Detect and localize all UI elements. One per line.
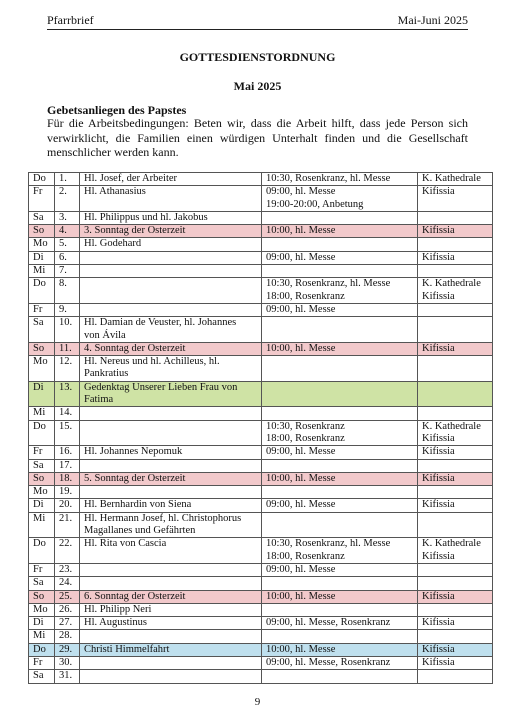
schedule-body bbox=[29, 173, 493, 684]
service-line: 10:00, hl. Messe bbox=[266, 472, 336, 484]
date-cell: 29. bbox=[55, 643, 80, 656]
location-cell bbox=[418, 656, 493, 669]
celebration-cell bbox=[80, 186, 262, 212]
location-line: Kifissia bbox=[422, 446, 455, 458]
date-cell: 9. bbox=[55, 303, 80, 316]
service-line: 09:00, hl. Messe bbox=[266, 446, 336, 458]
service-cell bbox=[262, 670, 418, 683]
date-cell: 3. bbox=[55, 211, 80, 224]
date-cell: 5. bbox=[55, 238, 80, 251]
service-cell bbox=[262, 472, 418, 485]
celebration-line: Hl. Josef, der Arbeiter bbox=[84, 173, 178, 184]
day-cell: Mo bbox=[29, 356, 55, 382]
celebration-line: Fatima bbox=[84, 394, 114, 406]
celebration-cell bbox=[80, 303, 262, 316]
location-cell bbox=[418, 303, 493, 316]
location-line: Kifissia bbox=[422, 432, 455, 444]
celebration-cell bbox=[80, 446, 262, 459]
month-heading: Mai 2025 bbox=[233, 79, 282, 93]
schedule-row bbox=[29, 381, 493, 407]
service-line: 09:00, hl. Messe bbox=[266, 499, 336, 511]
schedule-row bbox=[29, 173, 493, 186]
celebration-cell bbox=[80, 670, 262, 683]
day-cell: So bbox=[29, 472, 55, 485]
service-line: 09:00, hl. Messe bbox=[266, 186, 336, 198]
service-line: 19:00-20:00, Anbetung bbox=[266, 198, 364, 210]
celebration-cell bbox=[80, 278, 262, 304]
location-cell bbox=[418, 670, 493, 683]
header-issue-date: Mai-Juni 2025 bbox=[397, 13, 468, 27]
celebration-cell bbox=[80, 617, 262, 630]
date-cell: 4. bbox=[55, 225, 80, 238]
location-line: Kifissia bbox=[422, 290, 455, 302]
day-cell: Mo bbox=[29, 603, 55, 616]
date-cell: 13. bbox=[55, 381, 80, 407]
service-line: 09:00, hl. Messe bbox=[266, 251, 336, 263]
celebration-cell bbox=[80, 225, 262, 238]
celebration-line: Hl. Augustinus bbox=[84, 617, 148, 629]
location-cell bbox=[418, 472, 493, 485]
location-cell bbox=[418, 342, 493, 355]
schedule-table bbox=[28, 172, 493, 684]
location-cell bbox=[418, 643, 493, 656]
location-line: Kifissia bbox=[422, 617, 455, 629]
day-cell: Mi bbox=[29, 630, 55, 643]
date-cell: 30. bbox=[55, 656, 80, 669]
location-cell bbox=[418, 563, 493, 576]
day-cell: Fr bbox=[29, 656, 55, 669]
schedule-row bbox=[29, 590, 493, 603]
date-cell: 31. bbox=[55, 670, 80, 683]
schedule-row bbox=[29, 356, 493, 382]
location-cell bbox=[418, 446, 493, 459]
service-cell bbox=[262, 211, 418, 224]
date-cell: 15. bbox=[55, 420, 80, 446]
date-cell: 22. bbox=[55, 538, 80, 564]
celebration-cell bbox=[80, 590, 262, 603]
location-cell bbox=[418, 251, 493, 264]
date-cell: 12. bbox=[55, 356, 80, 382]
day-cell: So bbox=[29, 342, 55, 355]
day-cell: Fr bbox=[29, 186, 55, 212]
location-line: Kifissia bbox=[422, 643, 455, 655]
service-line: 10:30, Rosenkranz bbox=[266, 420, 345, 432]
day-cell: Do bbox=[29, 278, 55, 304]
location-line: K. Kathedrale bbox=[422, 173, 481, 184]
day-cell: Fr bbox=[29, 446, 55, 459]
day-cell: Do bbox=[29, 420, 55, 446]
day-cell: Fr bbox=[29, 563, 55, 576]
service-line: 09:00, hl. Messe, Rosenkranz bbox=[266, 617, 391, 629]
schedule-row bbox=[29, 577, 493, 590]
schedule-row bbox=[29, 656, 493, 669]
day-cell: Mo bbox=[29, 486, 55, 499]
location-cell bbox=[418, 407, 493, 420]
day-cell: Do bbox=[29, 538, 55, 564]
date-cell: 28. bbox=[55, 630, 80, 643]
day-cell: Do bbox=[29, 173, 55, 186]
schedule-row bbox=[29, 459, 493, 472]
celebration-cell bbox=[80, 472, 262, 485]
location-cell bbox=[418, 225, 493, 238]
date-cell: 26. bbox=[55, 603, 80, 616]
location-cell bbox=[418, 173, 493, 186]
day-cell: Mo bbox=[29, 238, 55, 251]
date-cell: 25. bbox=[55, 590, 80, 603]
service-cell bbox=[262, 317, 418, 343]
prayer-intention-title: Gebetsanliegen des Papstes bbox=[47, 103, 187, 117]
celebration-cell bbox=[80, 407, 262, 420]
day-cell: Sa bbox=[29, 459, 55, 472]
service-cell bbox=[262, 407, 418, 420]
location-cell bbox=[418, 603, 493, 616]
day-cell: Di bbox=[29, 617, 55, 630]
date-cell: 8. bbox=[55, 278, 80, 304]
service-line: 10:00, hl. Messe bbox=[266, 643, 336, 655]
celebration-line: 6. Sonntag der Osterzeit bbox=[84, 590, 186, 602]
celebration-cell bbox=[80, 342, 262, 355]
service-line: 18:00, Rosenkranz bbox=[266, 550, 345, 562]
day-cell: Sa bbox=[29, 577, 55, 590]
service-cell bbox=[262, 499, 418, 512]
day-cell: Sa bbox=[29, 670, 55, 683]
schedule-row bbox=[29, 278, 493, 304]
service-cell bbox=[262, 420, 418, 446]
location-cell bbox=[418, 499, 493, 512]
date-cell: 2. bbox=[55, 186, 80, 212]
location-line: Kifissia bbox=[422, 656, 455, 668]
service-cell bbox=[262, 251, 418, 264]
date-cell: 27. bbox=[55, 617, 80, 630]
celebration-line: Christi Himmelfahrt bbox=[84, 643, 170, 655]
celebration-line: Hl. Rita von Cascia bbox=[84, 538, 167, 550]
location-cell bbox=[418, 238, 493, 251]
service-cell bbox=[262, 238, 418, 251]
celebration-line: Hl. Philippus und hl. Jakobus bbox=[84, 211, 208, 223]
celebration-cell bbox=[80, 173, 262, 186]
prayer-intention-text: Für die Arbeitsbedingungen: Beten wir, dass die Arbeit hilft, dass jede Person sich verwirklicht, die Familien einen würdigen Unterhalt finden und die Gesellschaft menschlicher werden kann. bbox=[47, 116, 468, 159]
celebration-cell bbox=[80, 499, 262, 512]
day-cell: Mi bbox=[29, 512, 55, 538]
service-cell bbox=[262, 225, 418, 238]
location-line: K. Kathedrale bbox=[422, 420, 481, 432]
location-line: Kifissia bbox=[422, 590, 455, 602]
day-cell: Sa bbox=[29, 317, 55, 343]
service-cell bbox=[262, 446, 418, 459]
service-cell bbox=[262, 173, 418, 186]
celebration-line: Pankratius bbox=[84, 368, 129, 380]
schedule-row bbox=[29, 303, 493, 316]
celebration-cell bbox=[80, 643, 262, 656]
day-cell: Di bbox=[29, 381, 55, 407]
service-line: 10:00, hl. Messe bbox=[266, 590, 336, 602]
document-title: GOTTESDIENSTORDNUNG bbox=[179, 50, 336, 64]
schedule-row bbox=[29, 211, 493, 224]
schedule-row bbox=[29, 317, 493, 343]
date-cell: 1. bbox=[55, 173, 80, 186]
celebration-line: Gedenktag Unserer Lieben Frau von bbox=[84, 381, 238, 393]
location-cell bbox=[418, 265, 493, 278]
location-line: Kifissia bbox=[422, 499, 455, 511]
celebration-line: Hl. Johannes Nepomuk bbox=[84, 446, 183, 458]
schedule-row bbox=[29, 617, 493, 630]
location-cell bbox=[418, 486, 493, 499]
celebration-cell bbox=[80, 512, 262, 538]
schedule-row bbox=[29, 563, 493, 576]
schedule-row bbox=[29, 603, 493, 616]
location-cell bbox=[418, 590, 493, 603]
schedule-row bbox=[29, 251, 493, 264]
date-cell: 7. bbox=[55, 265, 80, 278]
celebration-line: Hl. Hermann Josef, hl. Christophorus bbox=[84, 512, 242, 524]
celebration-cell bbox=[80, 317, 262, 343]
service-cell bbox=[262, 459, 418, 472]
celebration-line: Hl. Philipp Neri bbox=[84, 603, 152, 615]
celebration-cell bbox=[80, 356, 262, 382]
date-cell: 11. bbox=[55, 342, 80, 355]
location-cell bbox=[418, 512, 493, 538]
date-cell: 17. bbox=[55, 459, 80, 472]
location-line: Kifissia bbox=[422, 550, 455, 562]
service-line: 10:30, Rosenkranz, hl. Messe bbox=[266, 538, 391, 550]
page-number: 9 bbox=[254, 696, 261, 708]
celebration-line: Hl. Bernhardin von Siena bbox=[84, 499, 192, 511]
date-cell: 18. bbox=[55, 472, 80, 485]
location-line: Kifissia bbox=[422, 472, 455, 484]
celebration-line: Hl. Nereus und hl. Achilleus, hl. bbox=[84, 356, 220, 368]
celebration-cell bbox=[80, 563, 262, 576]
schedule-row bbox=[29, 238, 493, 251]
celebration-line: Hl. Athanasius bbox=[84, 186, 146, 198]
schedule-row bbox=[29, 265, 493, 278]
celebration-cell bbox=[80, 251, 262, 264]
date-cell: 19. bbox=[55, 486, 80, 499]
schedule-row bbox=[29, 512, 493, 538]
date-cell: 24. bbox=[55, 577, 80, 590]
celebration-cell bbox=[80, 459, 262, 472]
service-cell bbox=[262, 512, 418, 538]
service-cell bbox=[262, 643, 418, 656]
service-cell bbox=[262, 278, 418, 304]
day-cell: Di bbox=[29, 251, 55, 264]
schedule-row bbox=[29, 643, 493, 656]
service-line: 09:00, hl. Messe, Rosenkranz bbox=[266, 656, 391, 668]
celebration-cell bbox=[80, 381, 262, 407]
service-line: 10:30, Rosenkranz, hl. Messe bbox=[266, 173, 391, 184]
date-cell: 6. bbox=[55, 251, 80, 264]
day-cell: Do bbox=[29, 643, 55, 656]
location-cell bbox=[418, 381, 493, 407]
celebration-line: von Ávila bbox=[84, 329, 126, 341]
service-cell bbox=[262, 303, 418, 316]
day-cell: So bbox=[29, 225, 55, 238]
service-cell bbox=[262, 486, 418, 499]
celebration-cell bbox=[80, 486, 262, 499]
schedule-row bbox=[29, 499, 493, 512]
location-cell bbox=[418, 630, 493, 643]
location-line: Kifissia bbox=[422, 186, 455, 198]
schedule-row bbox=[29, 186, 493, 212]
date-cell: 14. bbox=[55, 407, 80, 420]
location-line: Kifissia bbox=[422, 225, 455, 237]
service-line: 10:30, Rosenkranz, hl. Messe bbox=[266, 278, 391, 290]
location-line: K. Kathedrale bbox=[422, 278, 481, 290]
day-cell: Fr bbox=[29, 303, 55, 316]
location-cell bbox=[418, 420, 493, 446]
schedule-row bbox=[29, 342, 493, 355]
service-line: 18:00, Rosenkranz bbox=[266, 290, 345, 302]
schedule-row bbox=[29, 407, 493, 420]
schedule-row bbox=[29, 670, 493, 683]
schedule-row bbox=[29, 420, 493, 446]
schedule-row bbox=[29, 538, 493, 564]
schedule-row bbox=[29, 225, 493, 238]
celebration-cell bbox=[80, 238, 262, 251]
celebration-line: Hl. Godehard bbox=[84, 238, 142, 250]
service-cell bbox=[262, 563, 418, 576]
celebration-cell bbox=[80, 420, 262, 446]
location-cell bbox=[418, 577, 493, 590]
date-cell: 16. bbox=[55, 446, 80, 459]
day-cell: Mi bbox=[29, 407, 55, 420]
celebration-line: 5. Sonntag der Osterzeit bbox=[84, 472, 186, 484]
service-line: 18:00, Rosenkranz bbox=[266, 432, 345, 444]
service-cell bbox=[262, 603, 418, 616]
service-line: 09:00, hl. Messe bbox=[266, 303, 336, 315]
location-cell bbox=[418, 278, 493, 304]
header-publication: Pfarrbrief bbox=[47, 13, 94, 27]
day-cell: Di bbox=[29, 499, 55, 512]
service-line: 09:00, hl. Messe bbox=[266, 563, 336, 575]
service-cell bbox=[262, 656, 418, 669]
page-header bbox=[47, 13, 468, 30]
celebration-cell bbox=[80, 656, 262, 669]
celebration-cell bbox=[80, 538, 262, 564]
service-cell bbox=[262, 356, 418, 382]
service-cell bbox=[262, 617, 418, 630]
location-cell bbox=[418, 186, 493, 212]
location-cell bbox=[418, 538, 493, 564]
day-cell: Sa bbox=[29, 211, 55, 224]
date-cell: 23. bbox=[55, 563, 80, 576]
service-cell bbox=[262, 186, 418, 212]
location-cell bbox=[418, 356, 493, 382]
schedule-row bbox=[29, 486, 493, 499]
celebration-cell bbox=[80, 265, 262, 278]
service-line: 10:00, hl. Messe bbox=[266, 342, 336, 354]
service-cell bbox=[262, 265, 418, 278]
schedule-row bbox=[29, 472, 493, 485]
day-cell: Mi bbox=[29, 265, 55, 278]
service-line: 10:00, hl. Messe bbox=[266, 225, 336, 237]
service-cell bbox=[262, 590, 418, 603]
service-cell bbox=[262, 381, 418, 407]
schedule-row bbox=[29, 446, 493, 459]
location-line: Kifissia bbox=[422, 251, 455, 263]
celebration-cell bbox=[80, 577, 262, 590]
service-cell bbox=[262, 577, 418, 590]
celebration-line: Hl. Damian de Veuster, hl. Johannes bbox=[84, 317, 237, 329]
date-cell: 20. bbox=[55, 499, 80, 512]
date-cell: 21. bbox=[55, 512, 80, 538]
location-cell bbox=[418, 317, 493, 343]
celebration-cell bbox=[80, 211, 262, 224]
celebration-cell bbox=[80, 630, 262, 643]
service-cell bbox=[262, 630, 418, 643]
celebration-cell bbox=[80, 603, 262, 616]
location-line: K. Kathedrale bbox=[422, 538, 481, 550]
celebration-line: Magallanes und Gefährten bbox=[84, 525, 196, 537]
date-cell: 10. bbox=[55, 317, 80, 343]
service-cell bbox=[262, 538, 418, 564]
celebration-line: 4. Sonntag der Osterzeit bbox=[84, 342, 186, 354]
location-cell bbox=[418, 459, 493, 472]
location-line: Kifissia bbox=[422, 342, 455, 354]
service-cell bbox=[262, 342, 418, 355]
day-cell: So bbox=[29, 590, 55, 603]
celebration-line: 3. Sonntag der Osterzeit bbox=[84, 225, 186, 237]
schedule-row bbox=[29, 630, 493, 643]
location-cell bbox=[418, 211, 493, 224]
location-cell bbox=[418, 617, 493, 630]
